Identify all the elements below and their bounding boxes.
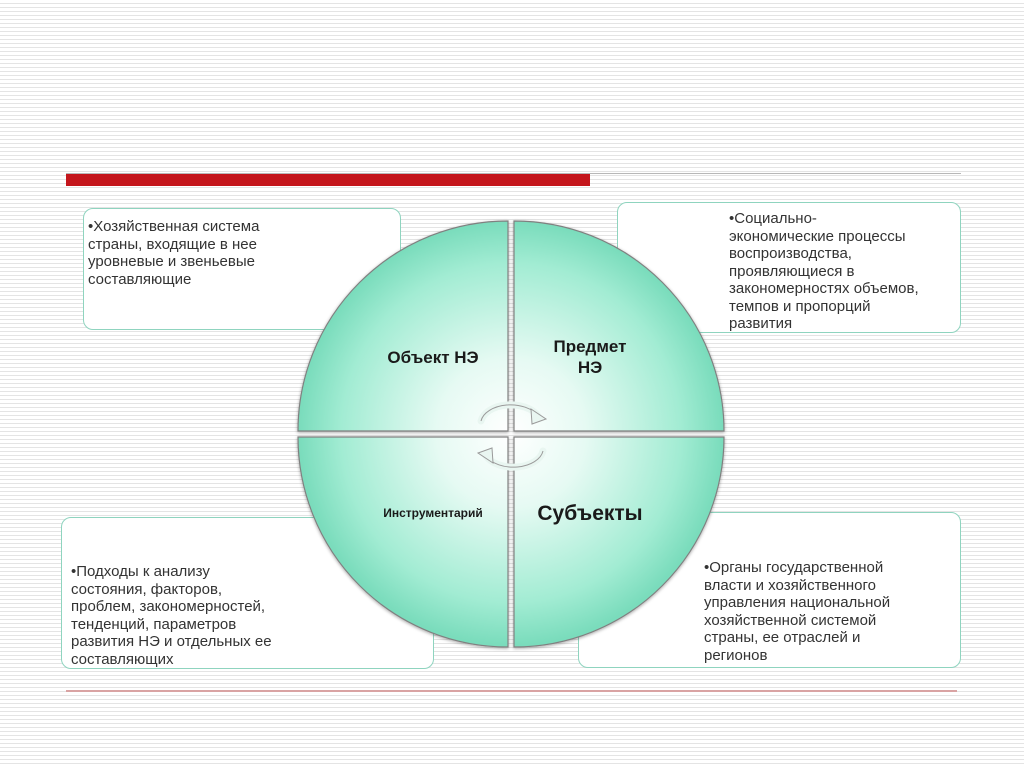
subject-description-text: •Социально- экономические процессы воспроизводства, проявляющиеся в закономерностях объемов, темпов и пропорций развития — [729, 210, 919, 332]
circular-arrows-icon — [478, 405, 546, 467]
segment-subject-label-1: Предмет — [553, 337, 627, 356]
segment-subject — [514, 221, 724, 431]
segment-actors — [514, 437, 724, 647]
segment-tools — [298, 437, 508, 647]
tools-description-text: •Подходы к анализу состояния, факторов, проблем, закономерностей, тенденций, параметров развития НЭ и отдельных ее составляющих — [71, 563, 272, 668]
actors-description-text: •Органы государственной власти и хозяйственного управления национальной хозяйственной системой страны, ее отраслей и регионов — [704, 559, 891, 664]
segment-tools-label: Инструментарий — [383, 506, 483, 520]
object-description-text: •Хозяйственная система страны, входящие в нее уровневые и звеньевые составляющие — [88, 218, 260, 288]
segment-object-label: Объект НЭ — [387, 348, 479, 367]
segment-subject-label-2: НЭ — [577, 358, 603, 377]
segment-object — [298, 221, 508, 431]
segment-actors-label: Субъекты — [537, 502, 643, 525]
